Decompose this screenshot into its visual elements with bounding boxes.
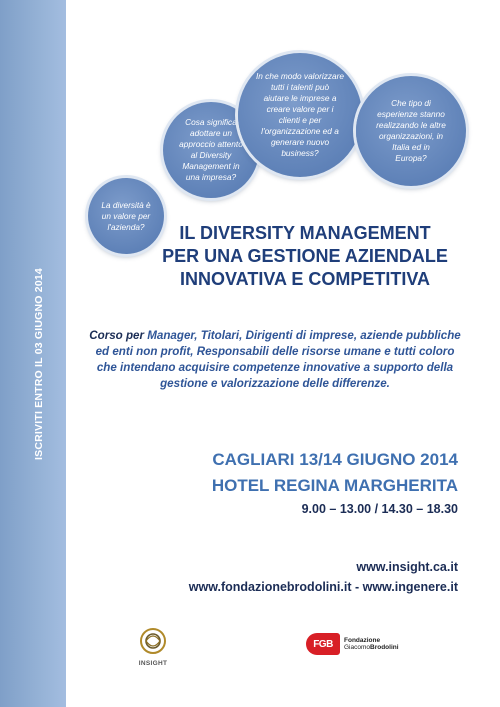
- main-title: [150, 222, 460, 291]
- question-text-4: Che tipo di esperienze stanno realizzando le altre organizzazioni, in Italia ed in Europa?: [376, 98, 446, 163]
- title-line-1: IL DIVERSITY MANAGEMENT: [179, 223, 431, 243]
- course-audience: Manager, Titolari, Dirigenti di imprese, aziende pubbliche ed enti non profit, Responsabili delle risorse umane e tutti coloro che intendano acquisire competenze innovative a supporto della gestione e valorizzazione delle differenze.: [95, 329, 461, 390]
- event-hours: 9.00 – 13.00 / 14.30 – 18.30: [301, 502, 458, 516]
- title-line-2: PER UNA GESTIONE AZIENDALE: [162, 246, 448, 266]
- fgb-name-first: Giacomo: [344, 644, 371, 651]
- event-date: CAGLIARI 13/14 GIUGNO 2014: [212, 450, 458, 469]
- fgb-name: [344, 637, 399, 652]
- website-insight[interactable]: www.insight.ca.it: [356, 560, 458, 574]
- title-line-3: INNOVATIVA E COMPETITIVA: [179, 269, 430, 289]
- question-bubble-3: [238, 53, 362, 177]
- fgb-logo: [306, 633, 399, 655]
- fgb-mark: FGB: [306, 633, 340, 655]
- question-bubble-4: [356, 76, 466, 186]
- question-text-2: Cosa significa adottare un approccio attento al Diversity Management in una impresa?: [179, 117, 243, 182]
- insight-logo-text: INSIGHT: [138, 660, 168, 667]
- fgb-name-line1: Fondazione: [344, 636, 381, 644]
- insight-emblem-icon: [139, 627, 167, 655]
- course-description: [88, 328, 462, 392]
- question-text-1: La diversità è un valore per l'azienda?: [101, 199, 151, 232]
- insight-logo: [135, 627, 171, 667]
- course-lead: Corso per: [89, 329, 144, 342]
- question-text-3: In che modo valorizzare tutti i talenti può aiutare le imprese a creare valore per i clienti e per l'organizzazione ed a generare nuovo business?: [255, 71, 345, 158]
- event-venue: HOTEL REGINA MARGHERITA: [211, 476, 458, 495]
- left-sidebar-band: [0, 0, 66, 707]
- registration-deadline: ISCRIVITI ENTRO IL 03 GIUGNO 2014: [33, 268, 45, 460]
- fgb-name-last: Brodolini: [370, 644, 399, 651]
- website-partners[interactable]: www.fondazionebrodolini.it - www.ingenere.it: [188, 580, 458, 594]
